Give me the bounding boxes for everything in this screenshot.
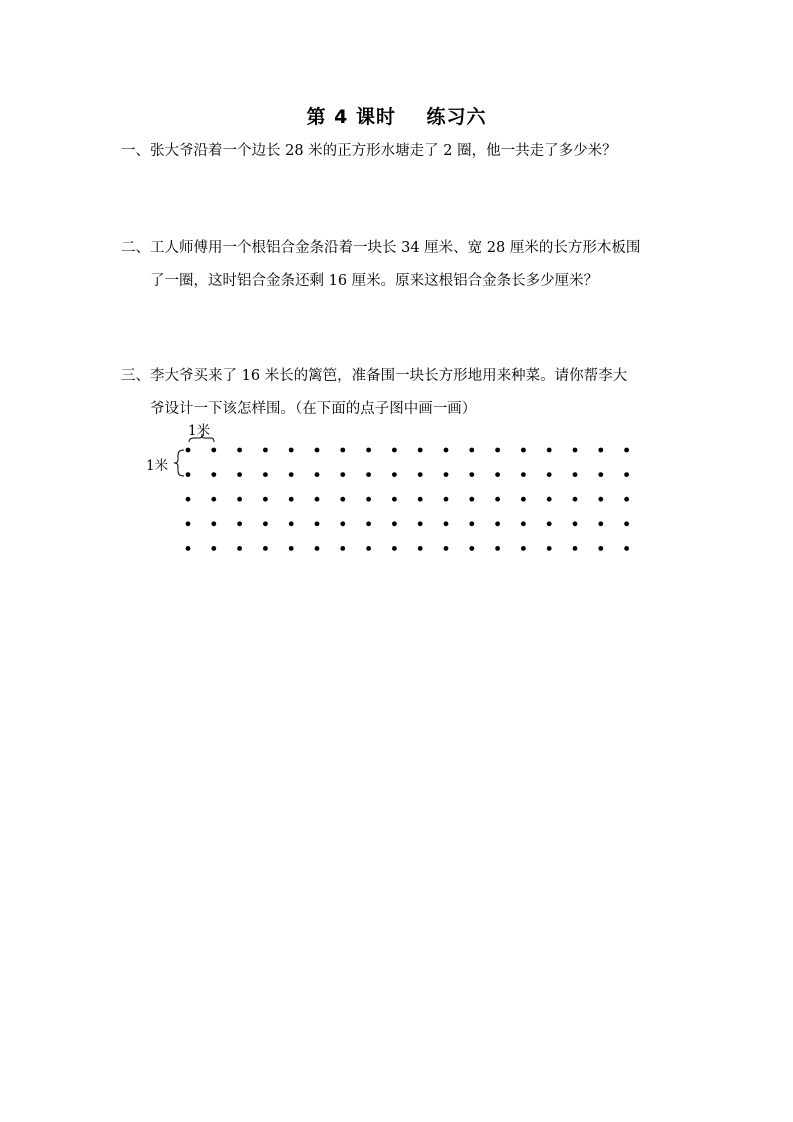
grid-dot <box>340 546 345 551</box>
grid-dot <box>366 448 371 453</box>
grid-dot <box>211 472 216 477</box>
grid-dot <box>186 497 191 502</box>
grid-dot <box>521 521 526 526</box>
grid-dot <box>521 546 526 551</box>
grid-dot <box>521 472 526 477</box>
grid-dot <box>315 472 320 477</box>
grid-dot <box>547 546 552 551</box>
grid-dot <box>444 448 449 453</box>
grid-dot <box>521 448 526 453</box>
grid-dot <box>573 546 578 551</box>
grid-dot <box>495 497 500 502</box>
grid-dot <box>237 546 242 551</box>
grid-dot <box>469 448 474 453</box>
grid-dot <box>418 546 423 551</box>
grid-dot <box>366 521 371 526</box>
grid-dot <box>263 546 268 551</box>
grid-dot <box>469 521 474 526</box>
grid-dot <box>392 448 397 453</box>
grid-dot <box>263 472 268 477</box>
grid-dot <box>237 472 242 477</box>
grid-dot <box>392 546 397 551</box>
grid-dot <box>547 472 552 477</box>
grid-dot <box>263 521 268 526</box>
grid-dot <box>469 472 474 477</box>
grid-dot <box>186 472 191 477</box>
grid-dot <box>547 521 552 526</box>
grid-dot <box>418 448 423 453</box>
grid-dot <box>263 497 268 502</box>
grid-dot <box>340 497 345 502</box>
grid-dot <box>315 546 320 551</box>
grid-dot <box>573 472 578 477</box>
grid-dot <box>289 497 294 502</box>
grid-dot <box>237 448 242 453</box>
grid-dot <box>624 546 629 551</box>
grid-dot <box>340 448 345 453</box>
dots-layer <box>186 448 629 551</box>
grid-dot <box>315 497 320 502</box>
grid-dot <box>469 497 474 502</box>
grid-dot <box>289 546 294 551</box>
grid-dot <box>263 448 268 453</box>
grid-dot <box>598 472 603 477</box>
grid-dot <box>598 448 603 453</box>
grid-dot <box>573 448 578 453</box>
grid-dot <box>495 472 500 477</box>
grid-dot <box>469 546 474 551</box>
question-3-line-1: 三、李大爷买来了 16 米长的篱笆，准备围一块长方形地用来种菜。请你帮李大 <box>121 368 628 384</box>
grid-dot <box>211 448 216 453</box>
grid-dot <box>315 521 320 526</box>
question-1-line-1: 一、张大爷沿着一个边长 28 米的正方形水塘走了 2 圈，他一共走了多少米？ <box>121 143 617 159</box>
grid-dot <box>624 472 629 477</box>
grid-dot <box>521 497 526 502</box>
grid-dot <box>624 497 629 502</box>
grid-dot <box>444 521 449 526</box>
grid-dot <box>392 521 397 526</box>
grid-dot <box>366 472 371 477</box>
grid-dot <box>340 521 345 526</box>
vertical-brace <box>174 450 184 476</box>
dot-grid <box>140 412 640 562</box>
grid-dot <box>495 546 500 551</box>
grid-dot <box>289 448 294 453</box>
grid-dot <box>211 521 216 526</box>
grid-dot <box>186 448 191 453</box>
grid-dot <box>624 448 629 453</box>
page-title: 第 4 课时 练习六 <box>306 106 487 128</box>
grid-dot <box>211 497 216 502</box>
grid-dot <box>598 546 603 551</box>
unit-label-vertical: 1米 <box>146 458 169 474</box>
question-2-line-1: 二、工人师傅用一个根铝合金条沿着一块长 34 厘米、宽 28 厘米的长方形木板围 <box>121 240 641 256</box>
grid-dot <box>547 448 552 453</box>
grid-dot <box>495 521 500 526</box>
grid-dot <box>624 521 629 526</box>
question-3-line-2: 爷设计一下该怎样围。（在下面的点子图中画一画） <box>150 401 477 417</box>
grid-dot <box>289 521 294 526</box>
grid-dot <box>598 521 603 526</box>
grid-dot <box>366 497 371 502</box>
grid-dot <box>392 472 397 477</box>
grid-dot <box>289 472 294 477</box>
grid-dot <box>598 497 603 502</box>
grid-dot <box>340 472 345 477</box>
grid-dot <box>495 448 500 453</box>
grid-dot <box>186 546 191 551</box>
grid-dot <box>547 497 552 502</box>
grid-dot <box>444 497 449 502</box>
grid-dot <box>392 497 397 502</box>
grid-dot <box>186 521 191 526</box>
grid-dot <box>573 497 578 502</box>
grid-dot <box>418 497 423 502</box>
grid-dot <box>211 546 216 551</box>
grid-dot <box>418 521 423 526</box>
question-2-line-2: 了一圈，这时铝合金条还剩 16 厘米。原来这根铝合金条长多少厘米？ <box>150 273 599 289</box>
grid-dot <box>315 448 320 453</box>
grid-dot <box>418 472 423 477</box>
grid-dot <box>366 546 371 551</box>
grid-dot <box>573 521 578 526</box>
grid-dot <box>444 472 449 477</box>
grid-dot <box>444 546 449 551</box>
grid-dot <box>237 497 242 502</box>
unit-label-horizontal: 1米 <box>188 423 211 439</box>
grid-dot <box>237 521 242 526</box>
